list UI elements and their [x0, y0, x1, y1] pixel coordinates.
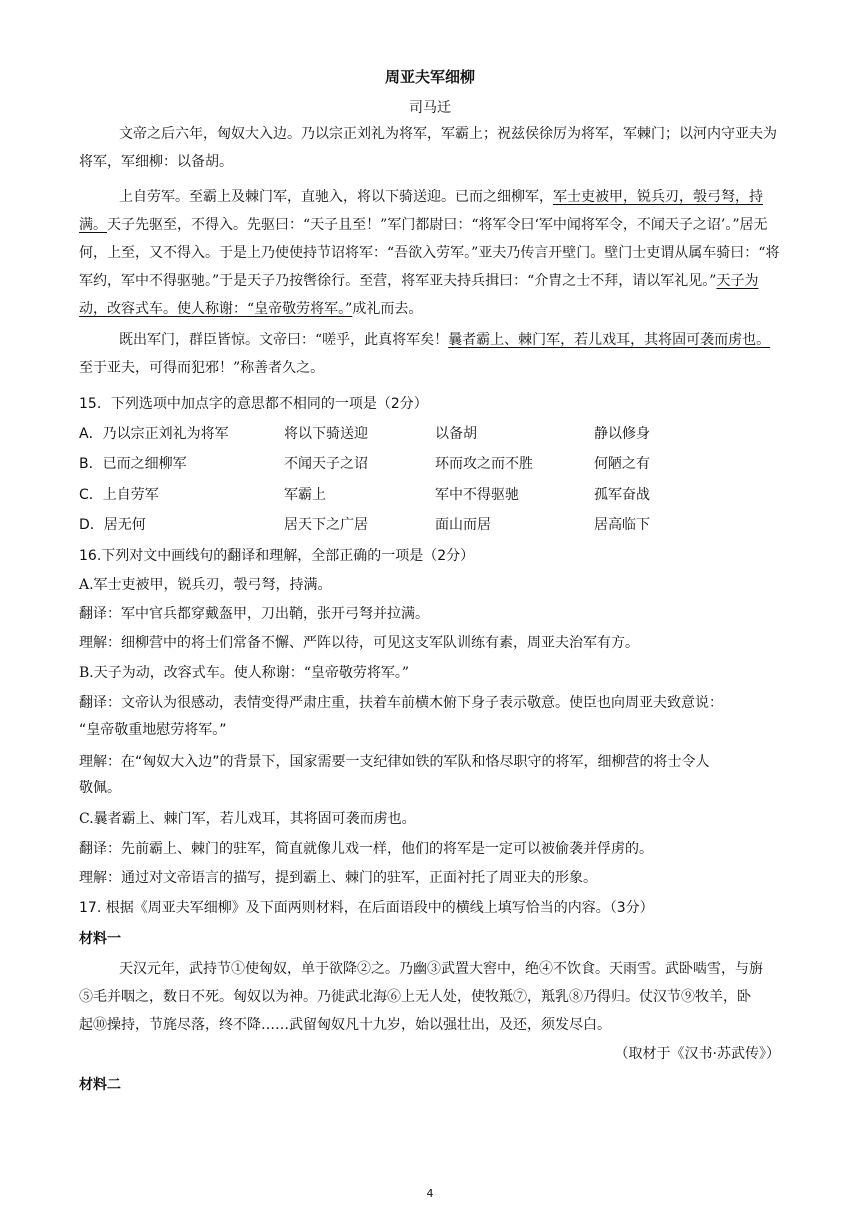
q16-option-b: B.天子为动，改容式车。使人称谢：“皇帝敬劳将军。”	[79, 665, 410, 681]
q15-b-1: B．已而之细柳军	[79, 456, 187, 472]
passage-paragraph-3	[79, 326, 784, 382]
q16-option-c: C.曩者霸上、棘门军，若儿戏耳，其将固可袭而虏也。	[79, 811, 416, 827]
p3-underlined: 曩者霸上、棘门军，若儿戏耳，其将固可袭而虏也。	[448, 332, 771, 348]
q16-option-a: A.军士吏被甲，锐兵刃，彀弓弩，持满。	[79, 577, 332, 593]
passage-author: 司马迁	[409, 100, 451, 116]
q16-b-understanding-2: 敬佩。	[79, 780, 121, 796]
p3-text-b: 至于亚夫，可得而犯邪！”称善者久之。	[79, 360, 325, 376]
material-1-label: 材料一	[79, 931, 121, 947]
material-1-line-3: 起⑩操持，节旄尽落，终不降……武留匈奴凡十九岁，始以强壮出，及还，须发尽白。	[79, 1017, 611, 1033]
p2-text-c: 成礼而去。	[352, 301, 423, 317]
q15-d-2: 居天下之广居	[284, 517, 368, 533]
q15-d-4: 居高临下	[594, 517, 650, 533]
q15-d-3: 面山而居	[435, 517, 491, 533]
q16-b-understanding-1: 理解：在“匈奴大入边”的背景下，国家需要一支纪律如铁的军队和恪尽职守的将军，细柳营的将士令人	[79, 754, 710, 770]
q15-a-4: 静以修身	[594, 426, 650, 442]
q17-stem: 17. 根据《周亚夫军细柳》及下面两则材料，在后面语段中的横线上填写恰当的内容。（3分）	[79, 900, 654, 916]
passage-paragraph-1: 文帝之后六年，匈奴大入边。乃以宗正刘礼为将军，军霸上；祝兹侯徐厉为将军，军棘门；以河内守亚夫为将军，军细柳：以备胡。	[79, 126, 777, 170]
q16-a-translation: 翻译：军中官兵都穿戴盔甲，刀出鞘，张开弓弩并拉满。	[79, 606, 429, 622]
p2-text-b: 天子先驱至，不得入。先驱曰：“天子且至！”军门都尉曰：“将军令曰‘军中闻将军令，不闻天子之诏’。”居无何，上至，又不得入。于是上乃使使持节诏将军：“吾欲入劳军。”亚夫乃传言开壁门。壁门士吏谓从属车骑曰：“将军约，军中不得驱驰。”于是天子乃按辔徐行。至营，将军亚夫持兵揖曰：“介胄之士不拜，请以军礼见。”	[79, 217, 780, 289]
q16-a-understanding: 理解：细柳营中的将士们常备不懈、严阵以待，可见这支军队训练有素，周亚夫治军有方。	[79, 635, 639, 651]
q15-b-4: 何陋之有	[594, 456, 650, 472]
q15-d-1: D．居无何	[79, 517, 146, 533]
p2-underlined-2: 天子为动，改容式车。使人称谢：“皇帝敬劳将军。”	[79, 273, 759, 317]
q16-c-understanding: 理解：通过对文帝语言的描写，提到霸上、棘门的驻军，正面衬托了周亚夫的形象。	[79, 870, 597, 886]
q15-b-2: 不闻天子之诏	[284, 456, 368, 472]
passage-paragraph-2	[79, 183, 784, 323]
material-1-line-2: ⑤毛并咽之，数日不死。匈奴以为神。乃徙武北海⑥上无人处，使牧羝⑦，羝乳⑧乃得归。仗汉节⑨牧羊，卧	[79, 989, 751, 1005]
q15-c-4: 孤军奋战	[594, 487, 650, 503]
q16-c-translation: 翻译：先前霸上、棘门的驻军，简直就像儿戏一样，他们的将军是一定可以被偷袭并俘虏的。	[79, 841, 653, 857]
q15-a-1: A．乃以宗正刘礼为将军	[79, 426, 229, 442]
q15-c-1: C．上自劳军	[79, 487, 159, 503]
passage-title: 周亚夫军细柳	[384, 68, 475, 86]
q15-b-3: 环而攻之而不胜	[435, 456, 533, 472]
q15-a-2: 将以下骑送迎	[284, 426, 368, 442]
q15-c-2: 军霸上	[284, 487, 326, 503]
p2-underlined-1: 军士吏被甲，锐兵刃，彀弓弩，持满。	[79, 189, 763, 233]
material-2-label: 材料二	[79, 1077, 121, 1093]
q15-stem: 15．下列选项中加点字的意思都不相同的一项是（2分）	[79, 396, 428, 412]
p3-text-a: 既出军门，群臣皆惊。文帝曰：“嗟乎，此真将军矣！	[119, 332, 449, 348]
page-number: 4	[426, 1187, 434, 1200]
p2-text-a: 上自劳军。至霸上及棘门军，直驰入，将以下骑送迎。已而之细柳军，	[119, 189, 553, 205]
q16-stem: 16.下列对文中画线句的翻译和理解，全部正确的一项是（2分）	[79, 548, 475, 564]
q16-b-translation-2: “皇帝敬重地慰劳将军。”	[79, 722, 227, 738]
q15-a-3: 以备胡	[435, 426, 477, 442]
material-1-source: （取材于《汉书·苏武传》）	[614, 1046, 780, 1062]
material-1-line-1: 天汉元年，武持节①使匈奴，单于欲降②之。乃幽③武置大窖中，绝④不饮食。天雨雪。武卧啮雪，与旃	[119, 961, 763, 977]
q15-c-3: 军中不得驱驰	[435, 487, 519, 503]
q16-b-translation-1: 翻译：文帝认为很感动，表情变得严肃庄重，扶着车前横木俯下身子表示敬意。使臣也向周亚夫致意说：	[79, 695, 723, 711]
